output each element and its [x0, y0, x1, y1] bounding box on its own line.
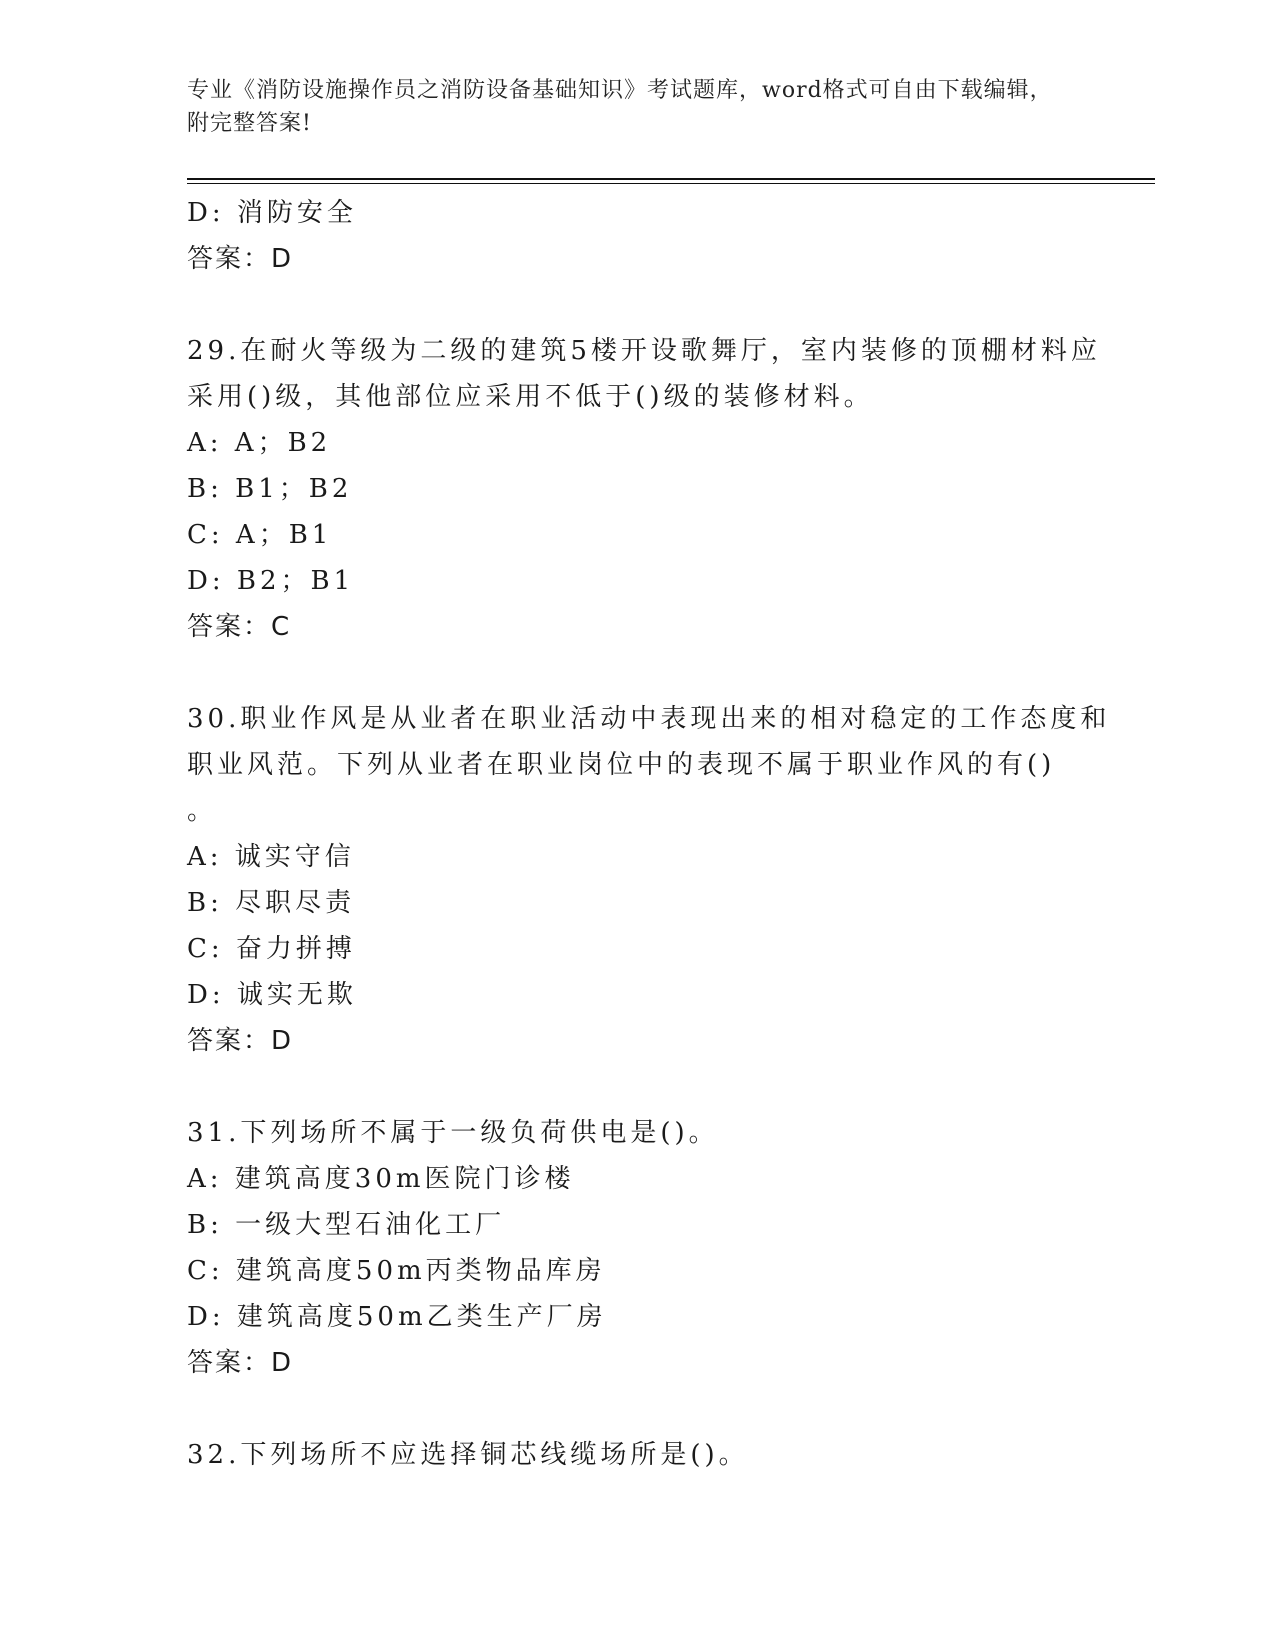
spacer: [187, 1386, 1087, 1432]
answer-line: 答案：D: [187, 1348, 294, 1378]
option-d: D: 诚实无欺: [187, 980, 357, 1010]
question-30-stem-line-3: 。: [187, 796, 218, 826]
question-30-stem-line-2: 职业风范。下列从业者在职业岗位中的表现不属于职业作风的有(): [187, 750, 1056, 780]
question-32-stem-line-1: 32.下列场所不应选择铜芯线缆场所是()。: [187, 1440, 749, 1470]
option-c: C: A；B1: [187, 520, 333, 550]
option-a: A: 建筑高度30m医院门诊楼: [187, 1164, 575, 1194]
option-c: C: 建筑高度50m丙类物品库房: [187, 1256, 606, 1286]
question-30-stem-line-1: 30.职业作风是从业者在职业活动中表现出来的相对稳定的工作态度和: [187, 704, 1111, 734]
option-d: D: 消防安全: [187, 198, 357, 228]
spacer: [187, 650, 1087, 696]
header-rule-thick: [187, 178, 1155, 180]
option-b: B: 一级大型石油化工厂: [187, 1210, 506, 1240]
option-b: B: B1；B2: [187, 474, 353, 504]
answer-line: 答案：D: [187, 1026, 294, 1056]
spacer: [187, 1064, 1087, 1110]
header-rule-thin: [187, 183, 1155, 184]
option-a: A: 诚实守信: [187, 842, 355, 872]
option-b: B: 尽职尽责: [187, 888, 356, 918]
question-31-stem-line-1: 31.下列场所不属于一级负荷供电是()。: [187, 1118, 719, 1148]
option-a: A: A；B2: [187, 428, 332, 458]
question-content: [187, 190, 1111, 1478]
spacer: [187, 282, 1087, 328]
question-29-stem-line-1: 29.在耐火等级为二级的建筑5楼开设歌舞厅，室内装修的顶棚材料应: [187, 336, 1101, 366]
answer-line: 答案：C: [187, 612, 292, 642]
option-c: C: 奋力拼搏: [187, 934, 356, 964]
option-d: D: 建筑高度50m乙类生产厂房: [187, 1302, 607, 1332]
document-header: 专业《消防设施操作员之消防设备基础知识》考试题库，word格式可自由下载编辑，附完整答案!: [187, 78, 1053, 136]
option-d: D: B2；B1: [187, 566, 355, 596]
answer-line: 答案：D: [187, 244, 294, 274]
question-29-stem-line-2: 采用()级，其他部位应采用不低于()级的装修材料。: [187, 382, 874, 412]
